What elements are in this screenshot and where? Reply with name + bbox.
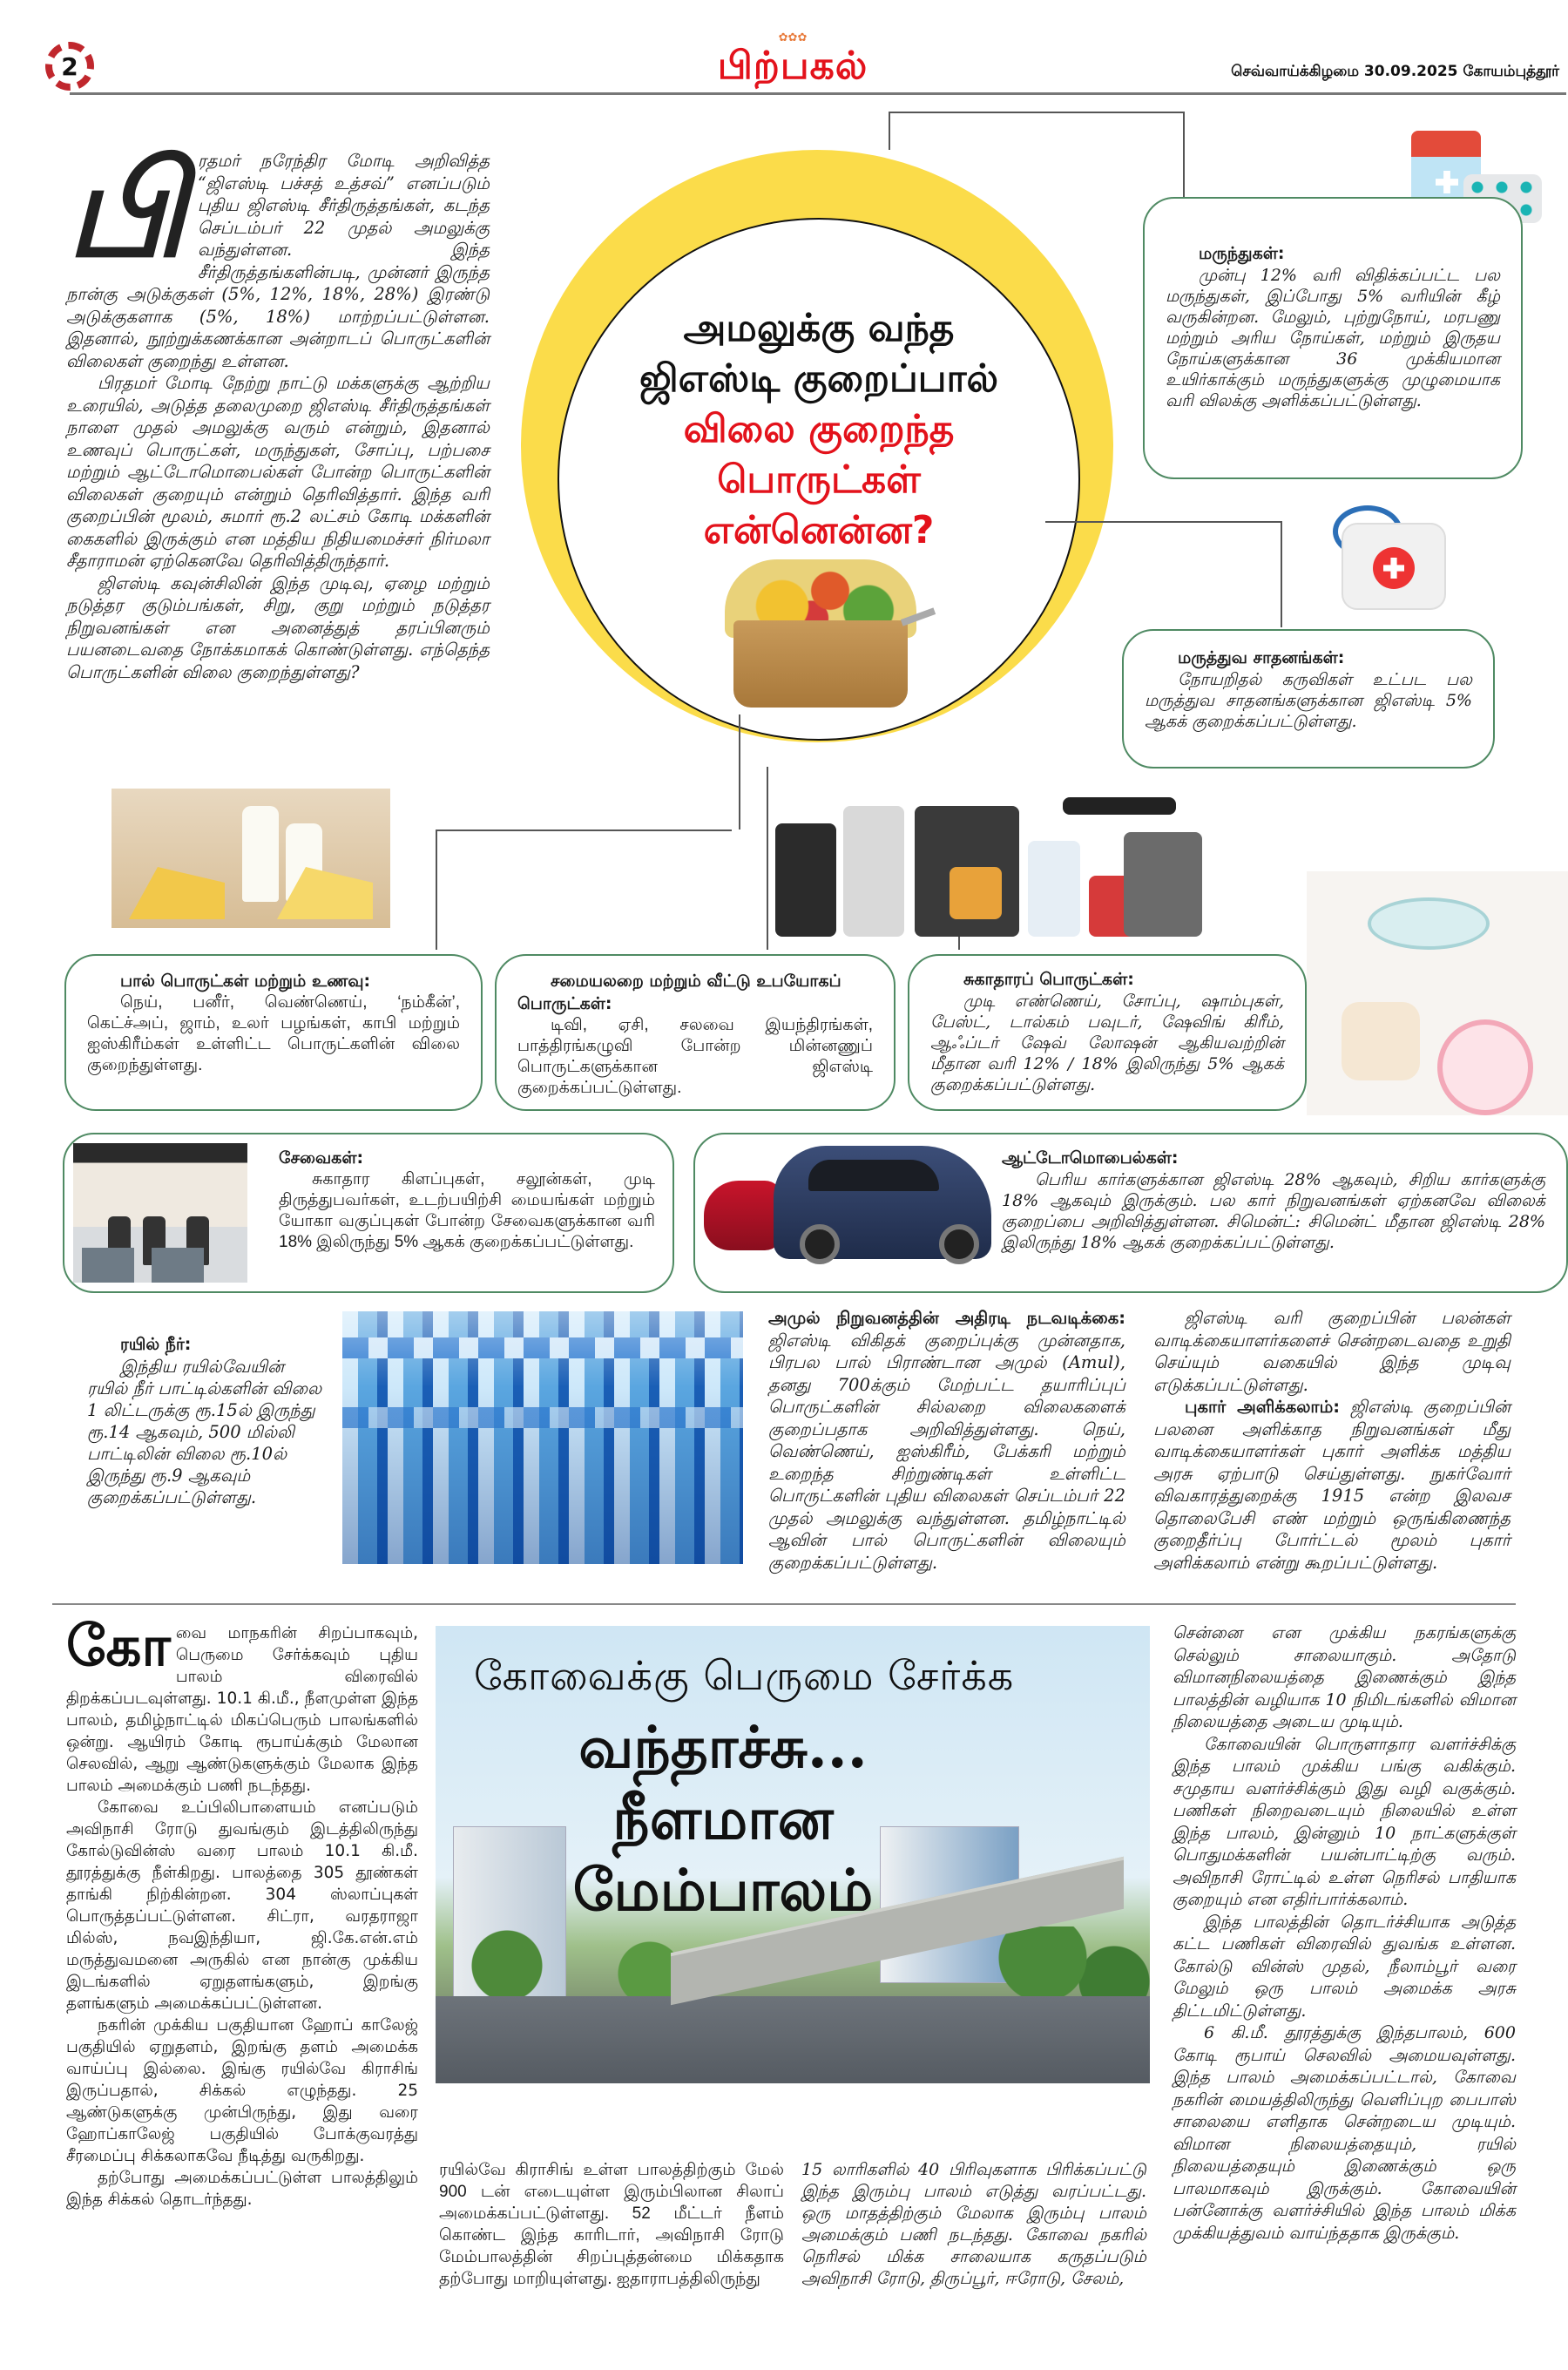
benefits-article bbox=[1153, 1307, 1511, 1574]
bridge-headline-line: மேம்பாலம் bbox=[572, 1856, 874, 1924]
bridge-paragraph: 15 லாரிகளில் 40 பிரிவுகளாக பிரிக்கப்பட்டு இந்த இரும்பு பாலம் எடுத்து வரப்பட்டது. ஒரு மாதத்திற்கும் மேலாக இரும்பு பாலம் அமைக்கும் பணி நடந்தது. கோவை நகரில் நெரிசல் மிக்க சாலையாக கருதப்படும் அவிநாசி ரோடு, திருப்பூர், ஈரோடு, சேலம், bbox=[801, 2160, 1146, 2288]
bridge-paragraph: இந்த பாலத்தின் தொடர்ச்சியாக அடுத்த கட்ட பணிகள் விரைவில் துவங்க உள்ளன. கோல்டு வின்ஸ் முதல், நீலாம்பூர் வரை மேலும் ஒரு பாலம் அமைக்க அரசு திட்டமிட்டுள்ளது. bbox=[1173, 1912, 1516, 2021]
bridge-column-4 bbox=[1173, 1622, 1516, 2245]
hero-title-line: அமலுக்கு வந்த bbox=[683, 306, 955, 350]
box-title: சுகாதாரப் பொருட்கள்: bbox=[963, 970, 1134, 989]
box-title: சமையலறை மற்றும் வீட்டு உபயோகப் பொருட்கள்: bbox=[517, 972, 841, 1013]
bridge-paragraph: நகரின் முக்கிய பகுதியான ஹோப் காலேஜ் பகுதியில் ஏறுதளம், இறங்கு தளம் அமைக்க வாய்ப்பு இல்லை. இங்கு ரயில்வே கிராசிங் இருப்பதால், சிக்கல் எழுந்தது. 25 ஆண்டுகளுக்கு முன்பிருந்து, இது வரை ஹோப்காலேஜ் பகுதியில் போக்குவரத்து சீரமைப்பு சிக்கலாகவே நீடித்து வருகிறது. bbox=[66, 2016, 418, 2165]
connector-line bbox=[889, 112, 1185, 113]
bridge-headline bbox=[558, 1711, 889, 1926]
hero-circle bbox=[558, 218, 1080, 741]
box-text: சுகாதார கிளப்புகள், சலூன்கள், முடி திருத்துபவர்கள், உடற்பயிற்சி மையங்கள் மற்றும் யோகா வகுப்புகள் போன்ற சேவைகளுக்கான வரி 18% இலிருந்து 5% ஆகக் குறைக்கப்பட்டுள்ளது. bbox=[279, 1170, 655, 1251]
newspaper-logo: பிற்பகல் bbox=[717, 44, 868, 88]
box-title: மருத்துவ சாதனங்கள்: bbox=[1178, 648, 1345, 667]
intro-dropcap: பி bbox=[66, 135, 186, 287]
bridge-column-3 bbox=[801, 2159, 1146, 2290]
intro-paragraph: பிரதமர் மோடி நேற்று நாட்டு மக்களுக்கு ஆற்றிய உரையில், அடுத்த தலைமுறை ஜிஎஸ்டி சீர்திருத்தங்கள் நாளை முதல் அமலுக்கு வரும் என்றும், இதனால் உணவுப் பொருட்கள், மருந்துகள், சோப்பு, பற்பசை மற்றும் ஆட்டோமொபைல்கள் போன்ற பொருட்களின் விலைகள் குறையும் என்றும் தெரிவித்தார். இந்த வரி குறைப்பின் மூலம், சுமார் ரூ.2 லட்சம் கோடி மக்களின் கைகளில் இருக்கும் என மத்திய நிதியமைச்சர் நிர்மலா சீதாராமன் ஏற்கெனவே தெரிவித்திருந்தார். bbox=[66, 373, 490, 571]
connector-line bbox=[739, 714, 740, 830]
connector-line bbox=[767, 767, 768, 950]
connector-line bbox=[1183, 112, 1185, 197]
amul-text: ஜிஎஸ்டி விகிதக் குறைப்புக்கு முன்னதாக, பிரபல பால் பிராண்டான அமுல் (Amul), தனது 700க்கும் மேற்பட்ட தயாரிப்புப் பொருட்களின் சில்லறை விலைகளைக் குறைப்பதாக அறிவித்துள்ளது. நெய், வெண்ணெய், ஐஸ்கிரீம், பேக்கரி மற்றும் உறைந்த சிற்றுண்டிகள் உள்ளிட்ட பொருட்களின் புதிய விலைகள் செப்டம்பர் 22 முதல் அமலுக்கு வந்துள்ளன. தமிழ்நாட்டில் ஆவின் பால் பொருட்களின் விலையும் குறைக்கப்பட்டுள்ளது. bbox=[768, 1330, 1125, 1573]
bridge-column-2 bbox=[439, 2159, 784, 2290]
bridge-paragraph: கோவையின் பொருளாதார வளர்ச்சிக்கு இந்த பாலம் முக்கிய பங்கு வகிக்கும். சமுதாய வளர்ச்சிக்கும் இது வழி வகுக்கும். பணிகள் நிறைவடையும் நிலையில் உள்ள இந்த பாலம், இன்னும் 10 நாட்களுக்குள் பொதுமக்களின் பயன்பாட்டிற்கு வரும். அவிநாசி ரோட்டில் உள்ள நெரிசல் பாதியாக குறையும் என எதிர்பார்க்கலாம். bbox=[1173, 1734, 1516, 1909]
amul-title: அமுல் நிறுவனத்தின் அதிரடி நடவடிக்கை: bbox=[768, 1308, 1125, 1328]
page-number: 2 bbox=[61, 51, 78, 81]
box-text: பெரிய கார்களுக்கான ஜிஎஸ்டி 28% ஆகவும், சிறிய கார்களுக்கு 18% ஆகவும் இருக்கும். பல கார் நிறுவனங்கள் ஏற்கனவே விலைக் குறைப்பை அறிவித்துள்ளன. சிமென்ட்: சிமென்ட் மீதான ஜிஎஸ்டி 28% இலிருந்து 18% ஆகக் குறைக்கப்பட்டுள்ளது. bbox=[1002, 1170, 1545, 1252]
box-text: நெய், பனீர், வெண்ணெய், ‘நம்கீன்’, கெட்ச்அப், ஜாம், உலர் பழங்கள், காபி மற்றும் ஐஸ்கிரீம்கள் உள்ளிட்ட பொருட்களின் விலை குறைந்துள்ளது. bbox=[87, 993, 460, 1074]
bridge-paragraph: கோவை உப்பிலிபாளையம் எனப்படும் அவிநாசி ரோடு துவங்கும் இடத்திலிருந்து கோல்டுவின்ஸ் வரை பாலம் 10.1 கி.மீ. தூரத்துக்கு நீள்கிறது. பாலத்தை 305 தூண்கள் தாங்கி நிற்கின்றன. 304 ஸ்லாப்புகள் பொருத்தப்பட்டுள்ளன. சிட்ரா, வரதராஜா மில்ஸ், நவஇந்தியா, ஜி.கே.என்.எம் மருத்துவமனை அருகில் என நான்கு முக்கிய இடங்களில் ஏறுதளங்களும், இறங்கு தளங்களும் அமைக்கப்பட்டுள்ளன. bbox=[66, 1798, 418, 2013]
box-medical-devices bbox=[1122, 629, 1495, 769]
connector-line bbox=[436, 830, 732, 831]
salon-image bbox=[73, 1143, 247, 1283]
bridge-headline-line: வந்தாச்சு... bbox=[578, 1713, 868, 1781]
hero-headline bbox=[559, 303, 1078, 556]
rail-neer-block bbox=[87, 1333, 322, 1508]
rail-neer-text: இந்திய ரயில்வேயின் ரயில் நீர் பாட்டில்களின் விலை 1 லிட்டருக்கு ரூ.15ல் இருந்து ரூ.14 ஆகவும், 500 மில்லி பாட்டிலின் விலை ரூ.10ல் இருந்து ரூ.9 ஆகவும் குறைக்கப்பட்டுள்ளது. bbox=[87, 1357, 322, 1507]
intro-paragraph: ஜிஎஸ்டி கவுன்சிலின் இந்த முடிவு, ஏழை மற்றும் நடுத்தர குடும்பங்கள், சிறு, குறு மற்றும் நடுத்தர நிறுவனங்கள் என அனைத்துத் தரப்பினரும் பயனடைவதை நோக்கமாகக் கொண்டுள்ளது. எந்தெந்த பொருட்களின் விலை குறைந்துள்ளது? bbox=[66, 572, 490, 682]
logo-flower-icon: ✿✿✿ bbox=[778, 31, 808, 44]
box-title: ஆட்டோமொபைல்கள்: bbox=[1002, 1148, 1179, 1168]
box-title: பால் பொருட்கள் மற்றும் உணவு: bbox=[120, 972, 371, 991]
bridge-headline-line: நீளமான bbox=[612, 1784, 834, 1852]
box-kitchen bbox=[495, 954, 896, 1111]
bridge-paragraph: ரயில்வே கிராசிங் உள்ள பாலத்திற்கும் மேல் 900 டன் எடையுள்ள இரும்பிலான சிலாப் அமைக்கப்பட்டுள்ளது. 52 மீட்டர் நீளம் கொண்ட இந்த காரிடார், அவிநாசி ரோடு மேம்பாலத்தின் சிறப்புத்தன்மை மிக்கதாக தற்போது மாறியுள்ளது. ஐதாராபத்திலிருந்து bbox=[439, 2161, 784, 2288]
box-text: நோயறிதல் கருவிகள் உட்பட பல மருத்துவ சாதனங்களுக்கான ஜிஎஸ்டி 5% ஆகக் குறைக்கப்பட்டுள்ளது. bbox=[1145, 670, 1472, 731]
bridge-paragraph: 6 கி.மீ. தூரத்துக்கு இந்தபாலம், 600 கோடி ரூபாய் செலவில் அமையவுள்ளது. இந்த பாலம் அமைக்கப்பட்டால், கோவை நகரின் மையத்திலிருந்து வெளிப்புற பைபாஸ் சாலையை எளிதாக சென்றடைய முடியும். விமான நிலையத்தையும், ரயில் நிலையத்தையும் இணைக்கும் ஒரு பாலமாகவும் இருக்கும். கோவையின் பன்னோக்கு வளர்ச்சியில் இந்த பாலம் மிக்க முக்கியத்துவம் வாய்ந்ததாக இருக்கும். bbox=[1173, 2023, 1516, 2243]
benefits-text: ஜிஎஸ்டி வரி குறைப்பின் பலன்கள் வாடிக்கையாளர்களைச் சென்றடைவதை உறுதி செய்யும் வகையில் இந்த முடிவு எடுக்கப்பட்டுள்ளது. bbox=[1153, 1308, 1511, 1395]
masthead-rule bbox=[70, 92, 1566, 95]
bridge-paragraph: வை மாநகரின் சிறப்பாகவும், பெருமை சேர்க்கவும் புதிய பாலம் விரைவில் திறக்கப்படவுள்ளது. 10.1 கி.மீ., நீளமுள்ள இந்த பாலம், தமிழ்நாட்டில் மிகப்பெரும் பாலங்களில் ஒன்று. ஆயிரம் கோடி ரூபாய்க்கும் மேலான செலவில், ஆறு ஆண்டுகளுக்கும் மேலாக இந்த பாலம் அமைக்கும் பணி நடந்தது. bbox=[66, 1624, 418, 1795]
hero-title-line: என்னென்ன? bbox=[703, 508, 935, 552]
connector-line bbox=[1045, 521, 1281, 523]
medical-kit-image bbox=[1333, 505, 1455, 619]
box-text: முன்பு 12% வரி விதிக்கப்பட்ட பல மருந்துகள், இப்போது 5% வரியின் கீழ் வருகின்றன. மேலும், புற்றுநோய், மரபணு மற்றும் அரிய நோய்கள், மற்றும் இருதய நோய்களுக்கான 36 முக்கியமான உயிர்காக்கும் மருந்துகளுக்கு முழுமையாக வரி விலக்கு அளிக்கப்பட்டுள்ளது. bbox=[1166, 266, 1500, 410]
box-dairy bbox=[64, 954, 483, 1111]
page-number-badge bbox=[45, 42, 94, 91]
cosmetics-image bbox=[1307, 871, 1568, 1115]
masthead bbox=[0, 0, 1568, 96]
complaint-title: புகார் அளிக்கலாம்: bbox=[1185, 1397, 1341, 1417]
home-appliances-image bbox=[775, 780, 1211, 937]
box-title: மருந்துகள்: bbox=[1199, 244, 1285, 263]
bridge-column-1 bbox=[66, 1615, 418, 2211]
connector-line bbox=[1281, 521, 1282, 627]
box-text: டிவி, ஏசி, சலவை இயந்திரங்கள், பாத்திரங்கழுவி போன்ற மின்னணுப் பொருட்களுக்கான ஜிஎஸ்டி குறைக்கப்பட்டுள்ளது. bbox=[517, 1016, 873, 1097]
hero-title-line: ஜிஎஸ்டி குறைப்பால் bbox=[639, 356, 999, 401]
box-title: சேவைகள்: bbox=[279, 1148, 364, 1168]
rail-neer-title: ரயில் நீர்: bbox=[120, 1335, 192, 1354]
water-bottles-image bbox=[342, 1311, 743, 1564]
amul-article bbox=[768, 1307, 1125, 1574]
connector-line bbox=[436, 830, 437, 950]
grocery-cart-image bbox=[707, 559, 934, 716]
bridge-kicker: கோவைக்கு பெருமை சேர்க்க bbox=[474, 1652, 1015, 1699]
bridge-paragraph: தற்போது அமைக்கப்பட்டுள்ள பாலத்திலும் இந்த சிக்கல் தொடர்ந்தது. bbox=[66, 2169, 418, 2209]
connector-line bbox=[889, 112, 890, 150]
hero-title-line: பொருட்கள் bbox=[717, 457, 921, 502]
car-and-bike-image bbox=[704, 1137, 991, 1276]
dateline: செவ்வாய்க்கிழமை 30.09.2025 கோயம்புத்தூர் bbox=[1231, 63, 1559, 80]
intro-paragraph: ரதமர் நரேந்திர மோடி அறிவித்த “ஜிஎஸ்டி பச்சத் உத்சவ்” எனப்படும் புதிய ஜிஎஸ்டி சீர்திருத்தங்கள், கடந்த செப்டம்பர் 22 முதல் அமலுக்கு வந்துள்ளன. இந்த சீர்திருத்தங்களின்படி, முன்னர் இருந்த நான்கு அடுக்குகள் (5%, 12%, 18%, 28%) இரண்டு அடுக்குகளாக (5%, 18%) மாற்றப்பட்டுள்ளன. இதனால், நூற்றுக்கணக்கான அன்றாடப் பொருட்களின் விலைகள் குறைந்து உள்ளன. bbox=[66, 151, 490, 371]
complaint-text: ஜிஎஸ்டி குறைப்பின் பலனை அளிக்காத நிறுவனங்கள் மீது வாடிக்கையாளர்கள் புகார் அளிக்க மத்திய அரசு ஏற்பாடு செய்துள்ளது. நுகர்வோர் விவகாரத்துறைக்கு 1915 என்ற இலவச தொலைபேசி எண் மற்றும் ஒருங்கிணைந்த குறைதீர்ப்பு போர்ட்டல் மூலம் புகார் அளிக்கலாம் என்று கூறப்பட்டுள்ளது. bbox=[1153, 1397, 1511, 1573]
hero-title-line: விலை குறைந்த bbox=[683, 407, 955, 451]
bridge-paragraph: சென்னை என முக்கிய நகரங்களுக்கு செல்லும் சாலையாகும். அதோடு விமானநிலையத்தை இணைக்கும் இந்த பாலத்தின் வழியாக 10 நிமிடங்களில் விமான நிலையத்தை அடைய முடியும். bbox=[1173, 1623, 1516, 1731]
bridge-dropcap: கோ bbox=[66, 1615, 171, 1679]
section-divider bbox=[52, 1603, 1516, 1605]
dairy-products-image bbox=[112, 789, 390, 928]
box-medicines bbox=[1143, 197, 1523, 479]
box-text: முடி எண்ணெய், சோப்பு, ஷாம்புகள், பேஸ்ட், டால்கம் பவுடர், ஷேவிங் கிரீம், ஆஃப்டர் ஷேவ் லோஷன் ஆகியவற்றின் மீதான வரி 12% / 18% இலிருந்து 5% ஆகக் குறைக்கப்பட்டுள்ளது. bbox=[930, 992, 1284, 1094]
box-hygiene bbox=[908, 954, 1307, 1111]
bridge-photo bbox=[436, 1626, 1150, 2083]
intro-article bbox=[66, 135, 490, 683]
